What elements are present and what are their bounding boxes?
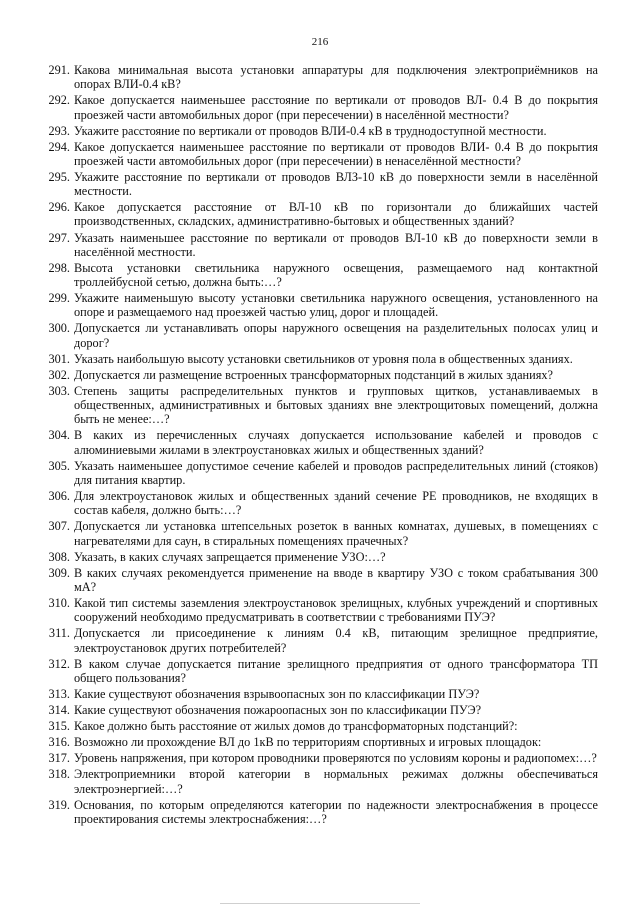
question-text: Какое должно быть расстояние от жилых домов до трансформаторных подстанций?:: [74, 719, 518, 734]
question-number: 304.: [48, 428, 70, 443]
question-list: [30, 63, 598, 828]
question-item: [30, 321, 598, 349]
question-item: [30, 140, 598, 168]
question-text: В каких из перечисленных случаях допускается использование кабелей и проводов с алюминиевыми жилами в электроустановках жилых и общественных зданий?: [74, 428, 598, 457]
footer-divider: [220, 903, 420, 904]
question-number: 317.: [48, 751, 70, 766]
question-number: 299.: [48, 291, 70, 306]
question-text: Возможно ли прохождение ВЛ до 1кВ по территориям спортивных и игровых площадок:: [74, 735, 542, 750]
question-text: Основания, по которым определяются категории по надежности электроснабжения в процессе проектирования системы электроснабжения:…?: [74, 797, 598, 826]
question-text: Какое допускается наименьшее расстояние по вертикали от проводов ВЛИ- 0.4 В до покрытия проезжей части автомобильных дорог (при пересечении) в ненаселённой местности?: [74, 139, 598, 168]
question-item: [30, 261, 598, 289]
question-text: Уровень напряжения, при котором проводники проверяются по условиям короны и радиопомех:…?: [74, 751, 597, 766]
question-text: Указать наибольшую высоту установки светильников от уровня пола в общественных зданиях.: [74, 351, 573, 366]
question-item: [30, 719, 598, 733]
question-text: Какова минимальная высота установки аппаратуры для подключения электроприёмников на опорах ВЛИ-0.4 кВ?: [74, 63, 598, 92]
question-item: [30, 767, 598, 795]
question-text: Допускается ли присоединение к линиям 0.4 кВ, питающим зрелищное предприятие, электроустановок других потребителей?: [74, 626, 598, 655]
question-number: 314.: [48, 703, 70, 718]
question-number: 303.: [48, 383, 70, 398]
question-number: 312.: [48, 656, 70, 671]
question-item: [30, 703, 598, 717]
question-text: Высота установки светильника наружного освещения, размещаемого над контактной троллейбусной сетью, должна быть:…?: [74, 260, 598, 290]
question-item: [30, 231, 598, 259]
question-text: Какое допускается наименьшее расстояние по вертикали от проводов ВЛ- 0.4 В до покрытия проезжей части автомобильных дорог (при пересечении) в населённой местности?: [74, 93, 598, 122]
question-number: 292.: [48, 93, 70, 108]
question-item: [30, 550, 598, 564]
question-item: [30, 63, 598, 91]
question-number: 315.: [48, 719, 70, 734]
question-text: Допускается ли устанавливать опоры наружного освещения на разделительных полосах улиц и дорог?: [74, 321, 598, 350]
question-item: [30, 519, 598, 547]
question-item: [30, 489, 598, 517]
question-number: 318.: [48, 767, 70, 782]
question-text: Указать, в каких случаях запрещается применение УЗО:…?: [74, 549, 386, 564]
question-number: 291.: [48, 63, 70, 77]
question-item: [30, 596, 598, 624]
question-number: 309.: [48, 565, 70, 580]
question-item: [30, 170, 598, 198]
question-item: [30, 798, 598, 826]
question-text: Какие существуют обозначения пожароопасных зон по классификации ПУЭ?: [74, 703, 482, 718]
question-number: 301.: [48, 351, 70, 366]
question-item: [30, 566, 598, 594]
question-text: Какие существуют обозначения взрывоопасных зон по классификации ПУЭ?: [74, 686, 480, 701]
question-number: 294.: [48, 139, 70, 154]
question-item: [30, 459, 598, 487]
question-number: 308.: [48, 549, 70, 564]
question-number: 311.: [48, 626, 70, 641]
question-text: Какой тип системы заземления электроустановок зрелищных, клубных учреждений и спортивных сооружений необходимо предусматривать в соответствии с требованиями ПУЭ?: [74, 596, 598, 625]
question-item: [30, 657, 598, 685]
question-number: 305.: [48, 458, 70, 473]
question-number: 319.: [48, 797, 70, 812]
question-item: [30, 368, 598, 382]
question-number: 316.: [48, 735, 70, 750]
question-item: [30, 626, 598, 654]
question-text: Указать наименьшее расстояние по вертикали от проводов ВЛ-10 кВ до поверхности земли в населённой местности.: [74, 230, 598, 259]
question-item: [30, 200, 598, 228]
page-number: 216: [311, 36, 329, 48]
question-text: Допускается ли размещение встроенных трансформаторных подстанций в жилых зданиях?: [74, 367, 553, 382]
question-item: [30, 93, 598, 121]
question-text: Укажите наименьшую высоту установки светильника наружного освещения, установленного на опоре и размещаемого над проезжей частью улиц, дорог и площадей.: [74, 291, 598, 320]
question-number: 307.: [48, 519, 70, 534]
question-number: 298.: [48, 260, 70, 275]
question-item: [30, 687, 598, 701]
question-number: 293.: [48, 123, 70, 138]
question-number: 295.: [48, 169, 70, 184]
question-number: 296.: [48, 200, 70, 215]
question-text: Укажите расстояние по вертикали от проводов ВЛИ-0.4 кВ в труднодоступной местности.: [74, 123, 547, 138]
question-text: Укажите расстояние по вертикали от проводов ВЛЗ-10 кВ до поверхности земли в населённой местности.: [74, 169, 598, 199]
question-text: Указать наименьшее допустимое сечение кабелей и проводов распределительных линий (стояков) для питания квартир.: [74, 458, 598, 487]
question-item: [30, 124, 598, 138]
question-item: [30, 384, 598, 427]
question-text: Какое допускается расстояние от ВЛ-10 кВ по горизонтали до ближайших частей производственных, складских, административно-бытовых и общественных зданий?: [74, 200, 598, 229]
question-number: 313.: [48, 686, 70, 701]
question-item: [30, 352, 598, 366]
question-text: В каких случаях рекомендуется применение на вводе в квартиру УЗО с током срабатывания 300 мА?: [74, 565, 598, 594]
question-text: Для электроустановок жилых и общественных зданий сечение РЕ проводников, не входящих в состав кабеля, должно быть:…?: [74, 489, 598, 518]
question-item: [30, 735, 598, 749]
question-number: 297.: [48, 230, 70, 245]
question-text: В каком случае допускается питание зрелищного предприятия от одного трансформатора ТП общего пользования?: [74, 656, 598, 685]
question-text: Степень защиты распределительных пунктов и групповых щитков, устанавливаемых в общественных, административных и бытовых зданиях вне электрощитовых помещений, должна быть не менее:…?: [74, 383, 598, 427]
question-item: [30, 751, 598, 765]
question-number: 302.: [48, 367, 70, 382]
question-text: Допускается ли установка штепсельных розеток в ванных комнатах, душевых, в помещениях с нагревателями для саун, в стиральных помещениях прачечных?: [74, 519, 598, 548]
question-item: [30, 291, 598, 319]
question-number: 310.: [48, 596, 70, 611]
question-number: 306.: [48, 489, 70, 504]
question-number: 300.: [48, 321, 70, 336]
question-text: Электроприемники второй категории в нормальных режимах должны обеспечиваться электроэнергией:…?: [74, 767, 598, 796]
question-item: [30, 428, 598, 456]
